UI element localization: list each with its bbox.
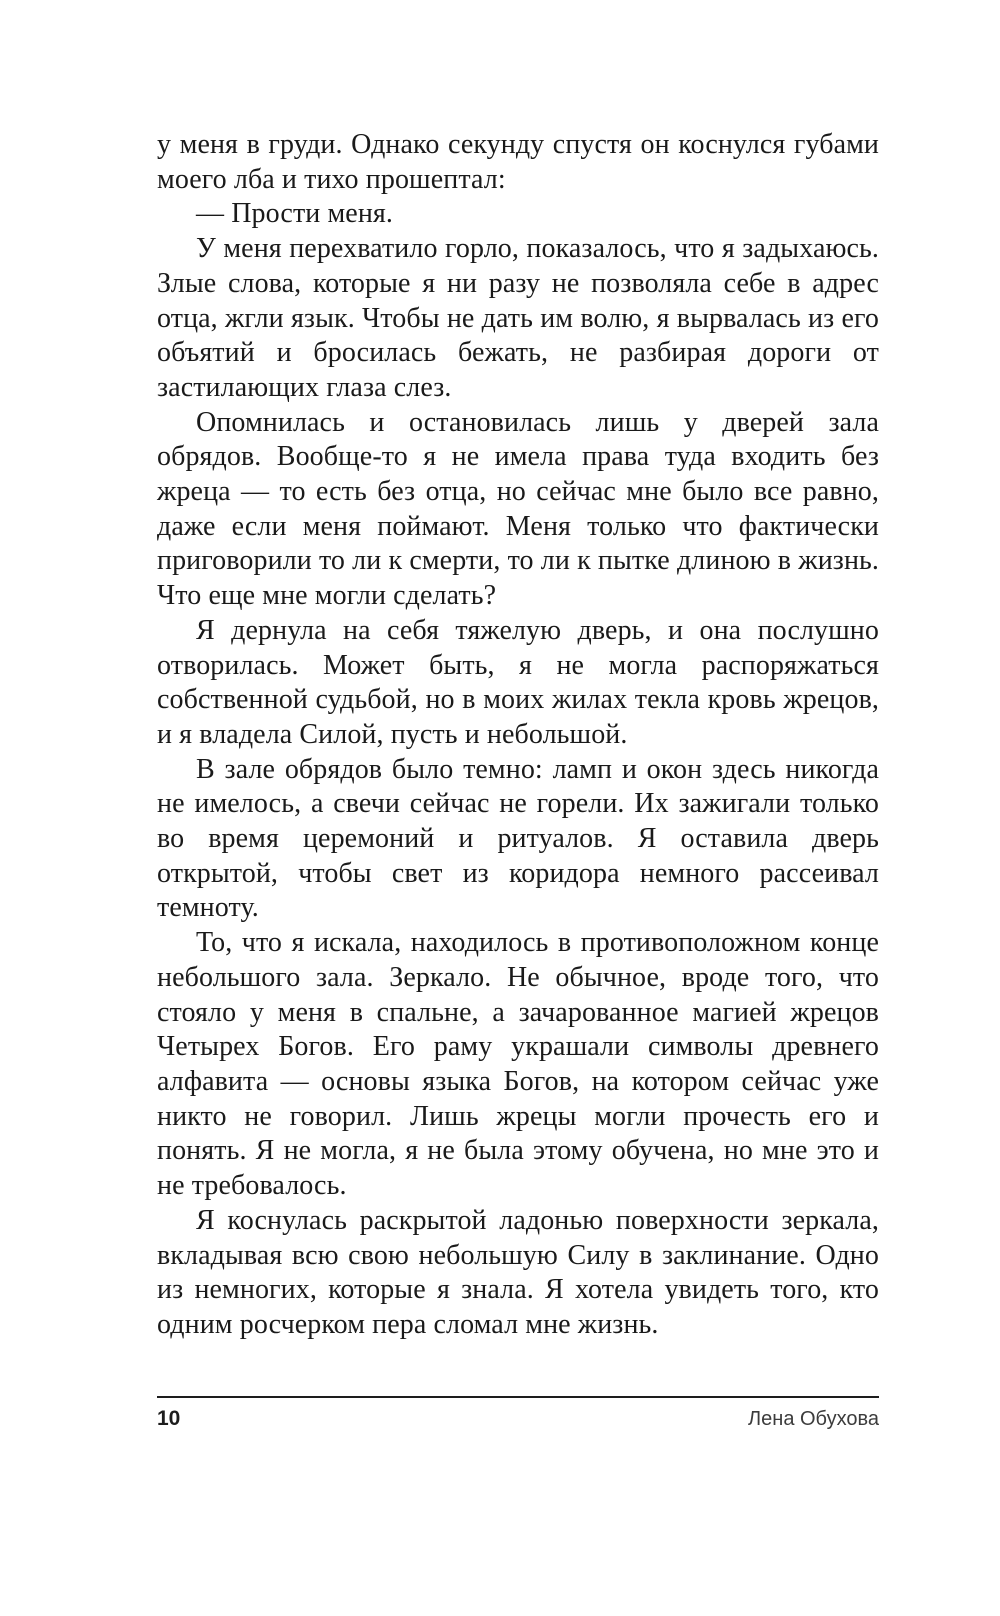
paragraph: То, что я искала, находилось в противоположном конце небольшого зала. Зеркало. Не обычное, вроде того, что стояло у меня в спальне, а зачарованное магией жрецов Четырех Богов. Его раму украшали символы древнего алфавита — основы языка Богов, на котором сейчас уже никто не говорил. Лишь жрецы могли прочесть его и понять. Я не могла, я не была этому обучена, но мне это и не требовалось.: [157, 927, 879, 1202]
paragraph: у меня в груди. Однако секунду спустя он коснулся губами моего лба и тихо прошептал:: [157, 129, 879, 195]
paragraph: Опомнилась и остановилась лишь у дверей зала обрядов. Вообще-то я не имела права туда входить без жреца — то есть без отца, но сейчас мне было все равно, даже если меня поймают. Меня только что фактически приговорили то ли к смерти, то ли к пытке длиною в жизнь. Что еще мне могли сделать?: [157, 406, 879, 612]
paragraph-dialogue: — Прости меня.: [196, 198, 393, 230]
paragraph: Я коснулась раскрытой ладонью поверхности зеркала, вкладывая всю свою небольшую Силу в заклинание. Одно из немногих, которые я знала. Я хотела увидеть того, кто одним росчерком пера сломал мне жизнь.: [157, 1204, 879, 1340]
page-footer: [157, 1396, 879, 1431]
page-text-block: [157, 128, 879, 1343]
page-number: 10: [157, 1407, 181, 1430]
author-name: Лена Обухова: [748, 1408, 879, 1430]
paragraph: В зале обрядов было темно: ламп и окон здесь никогда не имелось, а свечи сейчас не горели. Их зажигали только во время церемоний и ритуалов. Я оставила дверь открытой, чтобы свет из коридора немного рассеивал темноту.: [157, 753, 879, 924]
paragraph: Я дернула на себя тяжелую дверь, и она послушно отворилась. Может быть, я не могла распоряжаться собственной судьбой, но в моих жилах текла кровь жрецов, и я владела Силой, пусть и небольшой.: [157, 614, 879, 750]
paragraph: У меня перехватило горло, показалось, что я задыхаюсь. Злые слова, которые я ни разу не позволяла себе в адрес отца, жгли язык. Чтобы не дать им волю, я вырвалась из его объятий и бросилась бежать, не разбирая дороги от застилающих глаза слез.: [157, 233, 879, 403]
